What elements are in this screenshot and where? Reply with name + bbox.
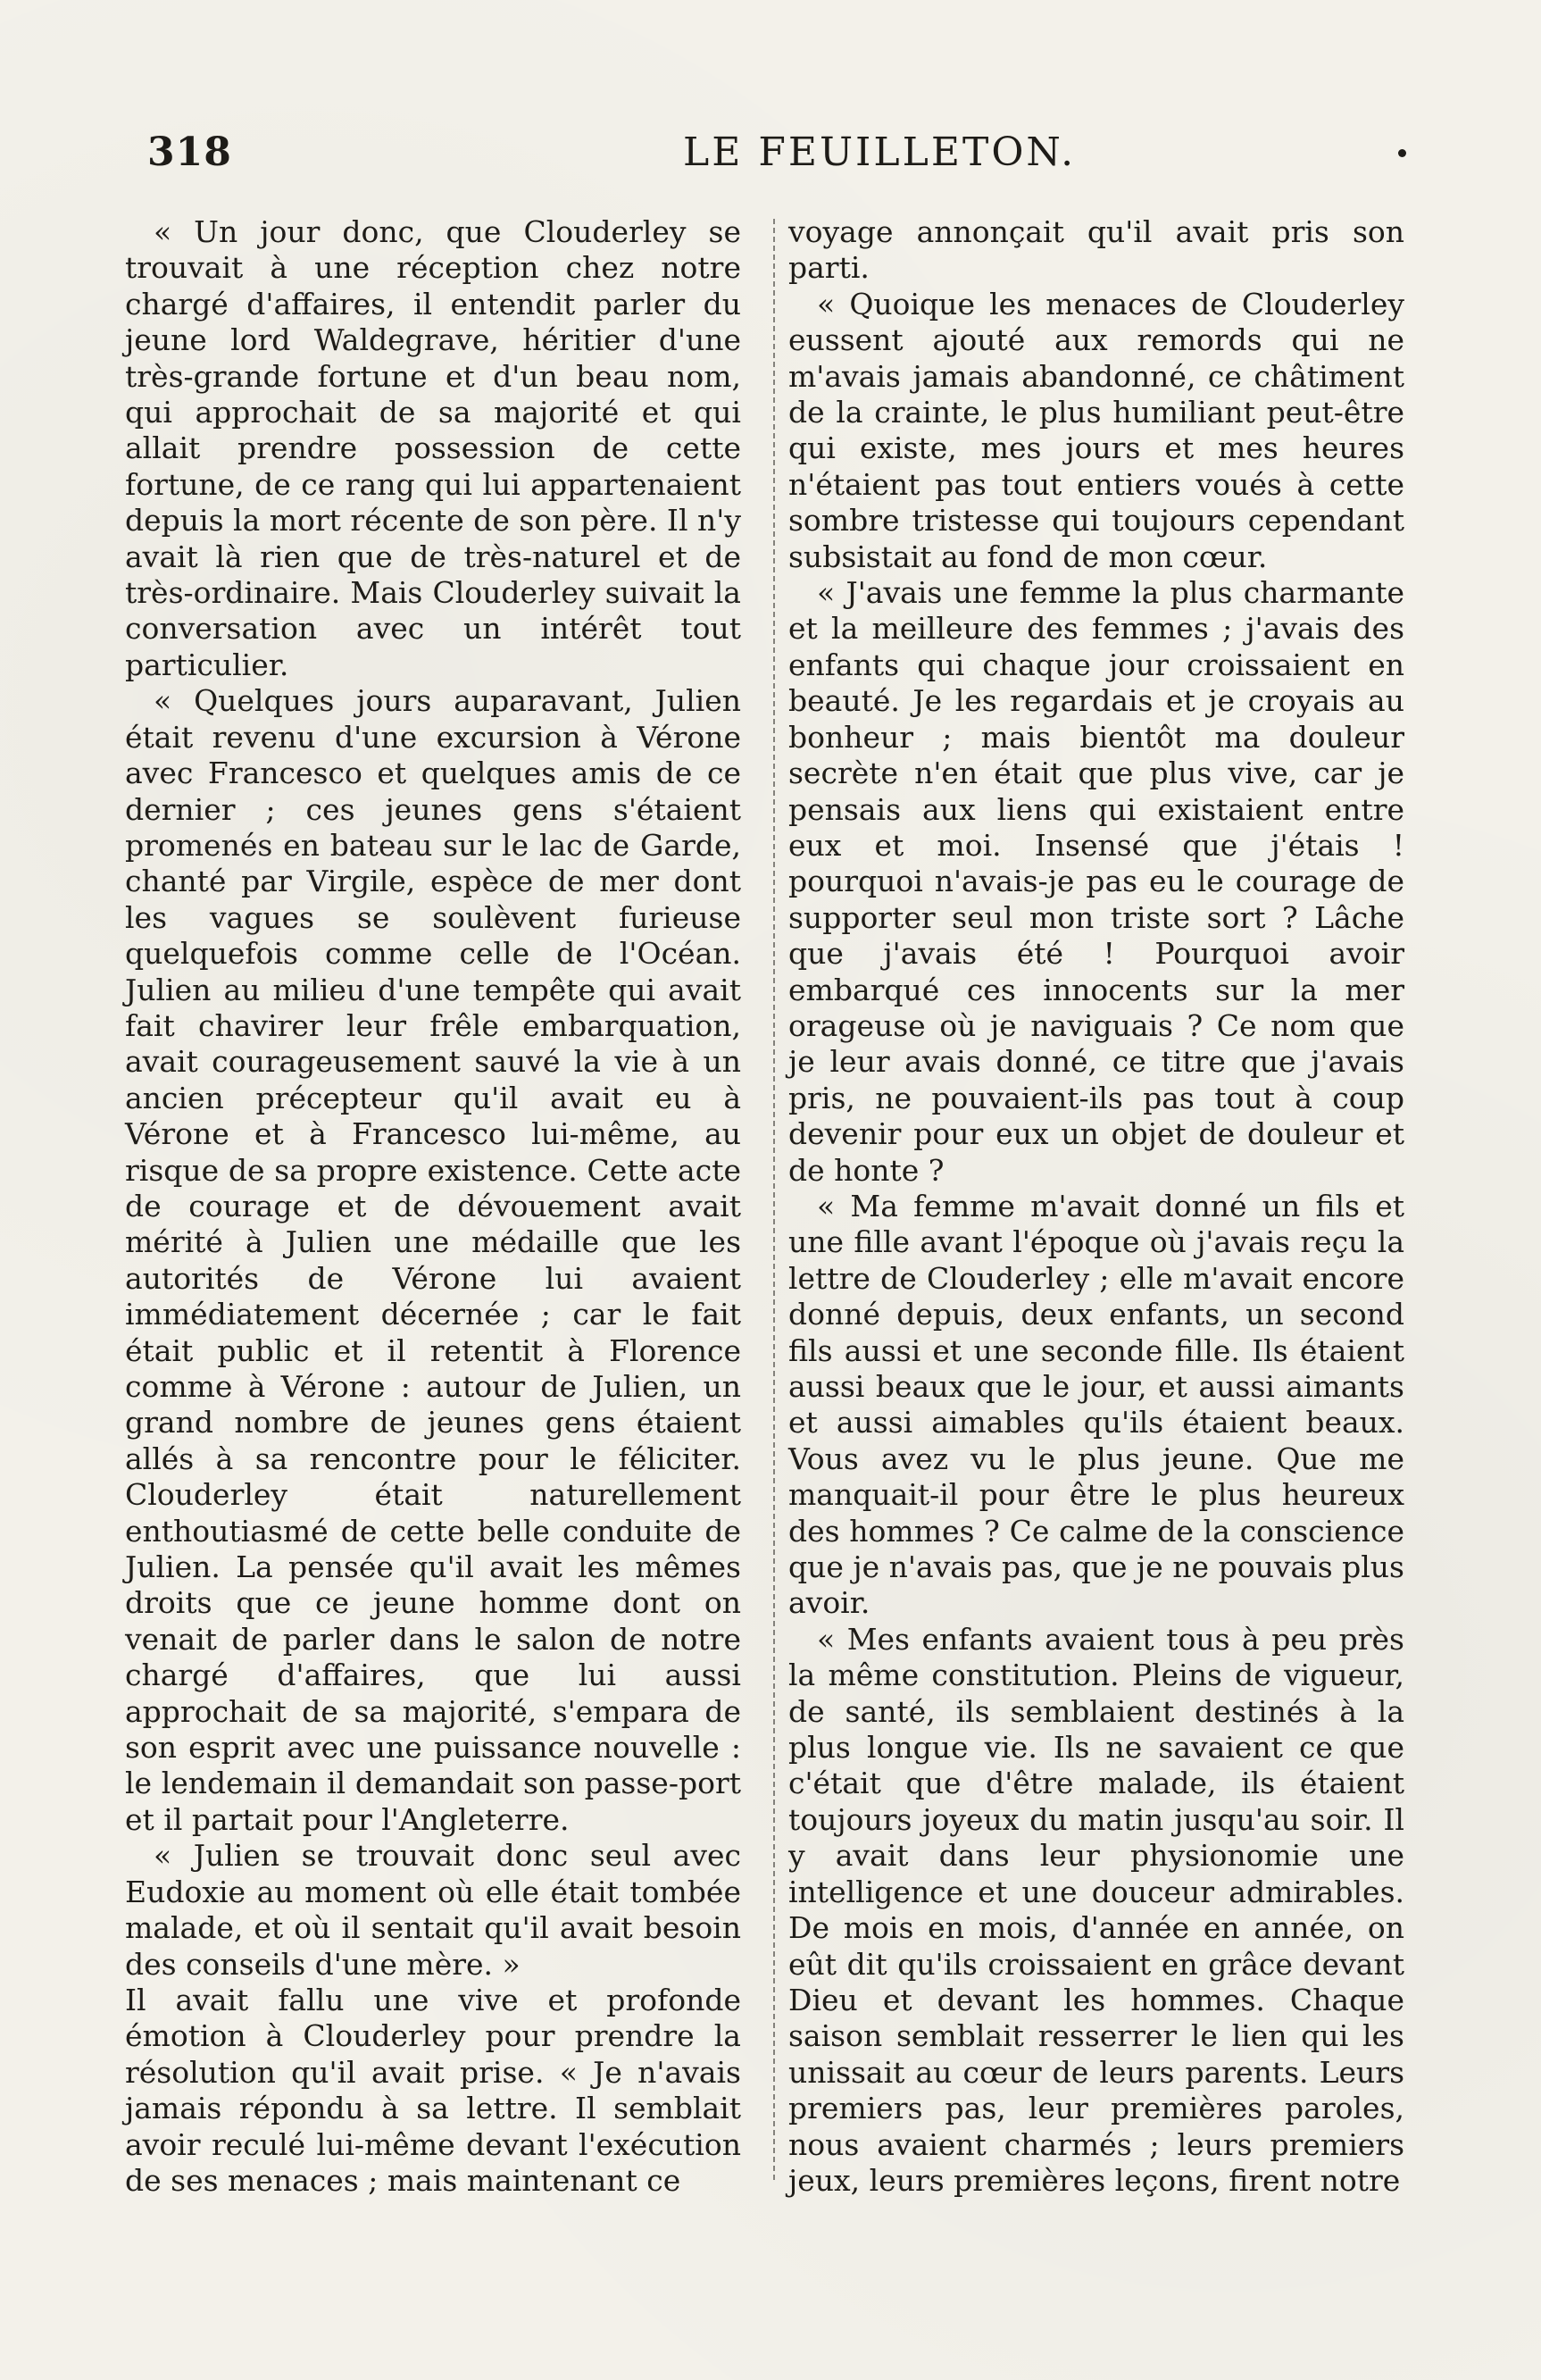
paragraph: « Ma femme m'avait donné un fils et une fille avant l'époque où j'avais reçu la lettre de Clouderley ; elle m'avait encore donné depuis, deux enfants, un second fils aussi et une seconde fille. Ils étaient aussi beaux que le jour, et aussi aimants et aussi aimables qu'ils étaient beaux. Vous avez vu le plus jeune. Que me manquait-il pour être le plus heureux des hommes ? Ce calme de la conscience que je n'avais pas, que je ne pouvais plus avoir. [788, 1188, 1404, 1621]
column-divider [773, 219, 775, 2184]
paragraph: « Un jour donc, que Clouderley se trouvait à une réception chez notre chargé d'affaires, il entendit parler du jeune lord Waldegrave, héritier d'une très-grande fortune et d'un beau nom, qui approchait de sa majorité et qui allait prendre possession de cette fortune, de ce rang qui lui appartenaient depuis la mort récente de son père. Il n'y avait là rien que de très-naturel et de très-ordinaire. Mais Clouderley suivait la conversation avec un intérêt tout particulier. [125, 214, 741, 682]
paragraph: « J'avais une femme la plus charmante et la meilleure des femmes ; j'avais des enfants qui chaque jour croissaient en beauté. Je les regardais et je croyais au bonheur ; mais bientôt ma douleur secrète n'en était que plus vive, car je pensais aux liens qui existaient entre eux et moi. Insensé que j'étais ! pourquoi n'avais-je pas eu le courage de supporter seul mon triste sort ? Lâche que j'avais été ! Pourquoi avoir embarqué ces innocents sur la mer orageuse où je naviguais ? Ce nom que je leur avais donné, ce titre que j'avais pris, ne pouvaient-ils pas tout à coup devenir pour eux un objet de douleur et de honte ? [788, 575, 1404, 1188]
page-number: 318 [147, 129, 232, 175]
paragraph: « Julien se trouvait donc seul avec Eudoxie au moment où elle était tombée malade, et où il sentait qu'il avait besoin des conseils d'une mère. » [125, 1838, 741, 1982]
paragraph: Il avait fallu une vive et profonde émotion à Clouderley pour prendre la résolution qu'il avait prise. « Je n'avais jamais répondu à sa lettre. Il semblait avoir reculé lui-même devant l'exécution de ses menaces ; mais maintenant ce [125, 1982, 741, 2198]
page-header [147, 129, 1424, 183]
running-title: LE FEUILLETON. [683, 129, 1077, 175]
paragraph: « Quelques jours auparavant, Julien était revenu d'une excursion à Vérone avec Francesco et quelques amis de ce dernier ; ces jeunes gens s'étaient promenés en bateau sur le lac de Garde, chanté par Virgile, espèce de mer dont les vagues se soulèvent furieuse quelquefois comme celle de l'Océan. Julien au milieu d'une tempête qui avait fait chavirer leur frêle embarquation, avait courageusement sauvé la vie à un ancien précepteur qu'il avait eu à Vérone et à Francesco lui-même, au risque de sa propre existence. Cette acte de courage et de dévouement avait mérité à Julien une médaille que les autorités de Vérone lui avaient immédiatement décernée ; car le fait était public et il retentit à Florence comme à Vérone : autour de Julien, un grand nombre de jeunes gens étaient allés à sa rencontre pour le féliciter. Clouderley était naturellement enthoutiasmé de cette belle conduite de Julien. La pensée qu'il avait les mêmes droits que ce jeune homme dont on venait de parler dans le salon de notre chargé d'affaires, que lui aussi approchait de sa majorité, s'empara de son esprit avec une puissance nouvelle : le lendemain il demandait son passe-port et il partait pour l'Angleterre. [125, 683, 741, 1837]
right-column [788, 214, 1404, 2199]
paragraph: « Quoique les menaces de Clouderley eussent ajouté aux remords qui ne m'avais jamais abandonné, ce châtiment de la crainte, le plus humiliant peut-être qui existe, mes jours et mes heures n'étaient pas tout entiers voués à cette sombre tristesse qui toujours cependant subsistait au fond de mon cœur. [788, 286, 1404, 574]
left-column [125, 214, 741, 2199]
paragraph: « Mes enfants avaient tous à peu près la même constitution. Pleins de vigueur, de santé, ils semblaient destinés à la plus longue vie. Ils ne savaient ce que c'était que d'être malade, ils étaient toujours joyeux du matin jusqu'au soir. Il y avait dans leur physionomie une intelligence et une douceur admirables. De mois en mois, d'année en année, on eût dit qu'ils croissaient en grâce devant Dieu et devant les hommes. Chaque saison semblait resserrer le lien qui les unissait au cœur de leurs parents. Leurs premiers pas, leur premières paroles, nous avaient charmés ; leurs premiers jeux, leurs premières leçons, firent notre [788, 1621, 1404, 2198]
ornament-dot [1398, 149, 1406, 157]
paragraph: voyage annonçait qu'il avait pris son parti. [788, 214, 1404, 286]
